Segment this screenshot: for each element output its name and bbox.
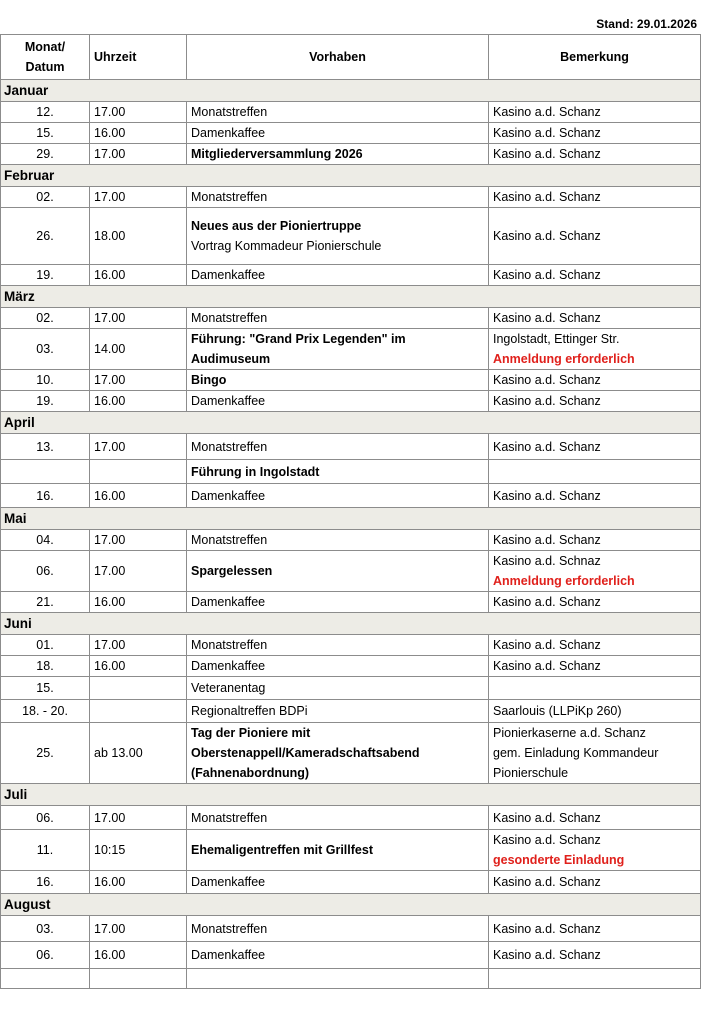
time-cell	[90, 460, 187, 484]
plan-line: Damenkaffee	[191, 595, 266, 609]
table-row	[1, 460, 701, 484]
header-vorhaben: Vorhaben	[187, 35, 489, 80]
note-warning: gesonderte Einladung	[493, 853, 625, 867]
note-cell	[489, 677, 701, 700]
date-cell: 12.	[1, 102, 90, 123]
table-row	[1, 723, 701, 784]
stand-date: Stand: 29.01.2026	[596, 17, 697, 31]
schedule-table	[0, 34, 701, 989]
empty-cell	[489, 969, 701, 989]
header-datum: Monat/ Datum	[1, 35, 90, 80]
month-name: Juli	[1, 784, 701, 806]
note-cell	[489, 871, 701, 894]
plan-line: Monatstreffen	[191, 105, 268, 119]
date-cell: 21.	[1, 592, 90, 613]
note-cell	[489, 329, 701, 370]
note-line: Kasino a.d. Schanz	[493, 533, 601, 547]
date-cell: 02.	[1, 308, 90, 329]
empty-row	[1, 969, 701, 989]
table-row	[1, 144, 701, 165]
date-cell: 06.	[1, 551, 90, 592]
note-cell	[489, 484, 701, 508]
month-name: Januar	[1, 80, 701, 102]
plan-line: Tag der Pioniere mit	[191, 726, 311, 740]
date-cell: 26.	[1, 208, 90, 265]
plan-cell	[187, 484, 489, 508]
note-cell	[489, 656, 701, 677]
plan-line: Mitgliederversammlung 2026	[191, 147, 363, 161]
plan-line: Führung: "Grand Prix Legenden" im	[191, 332, 406, 346]
note-line: Kasino a.d. Schanz	[493, 948, 601, 962]
table-row	[1, 187, 701, 208]
time-cell: 10:15	[90, 830, 187, 871]
date-cell: 19.	[1, 265, 90, 286]
note-line: Kasino a.d. Schanz	[493, 105, 601, 119]
table-row	[1, 434, 701, 460]
plan-line: Audimuseum	[191, 352, 271, 366]
plan-line: Vortrag Kommadeur Pionierschule	[191, 239, 382, 253]
plan-cell	[187, 700, 489, 723]
plan-line: Monatstreffen	[191, 810, 268, 825]
note-line: Kasino a.d. Schanz	[493, 875, 601, 889]
date-cell: 13.	[1, 434, 90, 460]
time-cell: 17.00	[90, 551, 187, 592]
month-name: August	[1, 894, 701, 916]
plan-cell	[187, 677, 489, 700]
empty-cell	[1, 969, 90, 989]
date-cell: 03.	[1, 329, 90, 370]
time-cell: 14.00	[90, 329, 187, 370]
note-line: Kasino a.d. Schanz	[493, 229, 601, 243]
table-row	[1, 551, 701, 592]
plan-line: Monatstreffen	[191, 533, 268, 547]
plan-line: Damenkaffee	[191, 659, 266, 673]
month-row	[1, 894, 701, 916]
time-cell: 17.00	[90, 635, 187, 656]
plan-cell	[187, 434, 489, 460]
month-row	[1, 784, 701, 806]
date-cell: 10.	[1, 370, 90, 391]
time-cell: 16.00	[90, 656, 187, 677]
plan-line: Spargelessen	[191, 564, 273, 578]
table-row	[1, 370, 701, 391]
date-cell: 15.	[1, 677, 90, 700]
time-cell: 17.00	[90, 530, 187, 551]
note-line: Pionierschule	[493, 766, 569, 780]
schedule-body	[1, 80, 701, 989]
plan-line: Monatstreffen	[191, 439, 268, 454]
note-cell	[489, 308, 701, 329]
plan-line: Monatstreffen	[191, 190, 268, 204]
note-cell	[489, 434, 701, 460]
month-name: Juni	[1, 613, 701, 635]
table-row	[1, 635, 701, 656]
table-row	[1, 677, 701, 700]
plan-cell	[187, 551, 489, 592]
time-cell: 17.00	[90, 308, 187, 329]
note-cell	[489, 460, 701, 484]
time-cell: 16.00	[90, 265, 187, 286]
note-line: Ingolstadt, Ettinger Str.	[493, 332, 620, 346]
table-row	[1, 391, 701, 412]
time-cell: 17.00	[90, 370, 187, 391]
note-line: Kasino a.d. Schanz	[493, 394, 601, 408]
date-cell: 11.	[1, 830, 90, 871]
date-cell: 04.	[1, 530, 90, 551]
plan-cell	[187, 656, 489, 677]
table-row	[1, 942, 701, 969]
plan-line: Damenkaffee	[191, 394, 266, 408]
plan-cell	[187, 830, 489, 871]
table-row	[1, 484, 701, 508]
time-cell: 16.00	[90, 942, 187, 969]
plan-line: (Fahnenabordnung)	[191, 766, 310, 780]
date-cell: 01.	[1, 635, 90, 656]
date-cell: 18. - 20.	[1, 700, 90, 723]
note-cell	[489, 265, 701, 286]
plan-line: Neues aus der Pioniertruppe	[191, 219, 362, 233]
note-warning: Anmeldung erforderlich	[493, 574, 635, 588]
time-cell: 16.00	[90, 871, 187, 894]
time-cell: ab 13.00	[90, 723, 187, 784]
plan-cell	[187, 123, 489, 144]
plan-cell	[187, 370, 489, 391]
table-row	[1, 830, 701, 871]
time-cell: 17.00	[90, 916, 187, 942]
plan-line: Damenkaffee	[191, 875, 266, 889]
month-name: April	[1, 412, 701, 434]
note-line: Kasino a.d. Schanz	[493, 147, 601, 161]
time-cell: 16.00	[90, 391, 187, 412]
note-cell	[489, 723, 701, 784]
plan-cell	[187, 592, 489, 613]
plan-line: Damenkaffee	[191, 126, 266, 140]
plan-line: Oberstenappell/Kameradschaftsabend	[191, 746, 420, 760]
note-cell	[489, 700, 701, 723]
table-row	[1, 700, 701, 723]
plan-line: Damenkaffee	[191, 948, 266, 962]
header-bemerkung: Bemerkung	[489, 35, 701, 80]
date-cell: 29.	[1, 144, 90, 165]
plan-cell	[187, 916, 489, 942]
note-line: Kasino a.d. Schanz	[493, 268, 601, 282]
note-line: Pionierkaserne a.d. Schanz	[493, 726, 646, 740]
date-cell: 03.	[1, 916, 90, 942]
empty-cell	[90, 969, 187, 989]
month-row	[1, 80, 701, 102]
plan-cell	[187, 265, 489, 286]
note-line: Kasino a.d. Schanz	[493, 439, 601, 454]
note-cell	[489, 123, 701, 144]
note-cell	[489, 942, 701, 969]
note-cell	[489, 102, 701, 123]
note-line: Kasino a.d. Schanz	[493, 638, 601, 652]
date-cell: 06.	[1, 942, 90, 969]
note-cell	[489, 551, 701, 592]
note-line: Kasino a.d. Schanz	[493, 833, 601, 847]
plan-cell	[187, 871, 489, 894]
plan-line: Damenkaffee	[191, 268, 266, 282]
plan-line: Bingo	[191, 373, 227, 387]
note-cell	[489, 635, 701, 656]
note-line: Kasino a.d. Schanz	[493, 921, 601, 936]
plan-cell	[187, 530, 489, 551]
header-uhrzeit: Uhrzeit	[90, 35, 187, 80]
table-row	[1, 592, 701, 613]
table-row	[1, 530, 701, 551]
plan-cell	[187, 391, 489, 412]
date-cell: 19.	[1, 391, 90, 412]
note-line: gem. Einladung Kommandeur	[493, 746, 659, 760]
note-line: Kasino a.d. Schanz	[493, 810, 601, 825]
time-cell: 16.00	[90, 123, 187, 144]
plan-cell	[187, 102, 489, 123]
date-cell: 02.	[1, 187, 90, 208]
time-cell: 17.00	[90, 434, 187, 460]
plan-cell	[187, 635, 489, 656]
plan-line: Monatstreffen	[191, 921, 268, 936]
note-line: Kasino a.d. Schanz	[493, 126, 601, 140]
plan-line: Ehemaligentreffen mit Grillfest	[191, 843, 373, 857]
date-cell: 18.	[1, 656, 90, 677]
plan-line: Damenkaffee	[191, 488, 266, 503]
month-row	[1, 165, 701, 187]
note-cell	[489, 806, 701, 830]
note-cell	[489, 592, 701, 613]
date-cell: 16.	[1, 871, 90, 894]
plan-line: Veteranentag	[191, 681, 266, 695]
time-cell: 17.00	[90, 187, 187, 208]
plan-line: Führung in Ingolstadt	[191, 464, 320, 479]
table-row	[1, 102, 701, 123]
plan-cell	[187, 723, 489, 784]
month-row	[1, 613, 701, 635]
note-line: Kasino a.d. Schnaz	[493, 554, 601, 568]
plan-cell	[187, 208, 489, 265]
plan-line: Monatstreffen	[191, 311, 268, 325]
plan-cell	[187, 806, 489, 830]
month-row	[1, 412, 701, 434]
plan-cell	[187, 460, 489, 484]
note-line: Kasino a.d. Schanz	[493, 488, 601, 503]
time-cell: 17.00	[90, 144, 187, 165]
table-row	[1, 123, 701, 144]
table-row	[1, 656, 701, 677]
month-name: Mai	[1, 508, 701, 530]
time-cell: 16.00	[90, 484, 187, 508]
month-row	[1, 286, 701, 308]
plan-cell	[187, 187, 489, 208]
note-line: Kasino a.d. Schanz	[493, 595, 601, 609]
table-row	[1, 916, 701, 942]
month-name: Februar	[1, 165, 701, 187]
empty-cell	[187, 969, 489, 989]
time-cell: 16.00	[90, 592, 187, 613]
month-row	[1, 508, 701, 530]
note-cell	[489, 144, 701, 165]
date-cell: 25.	[1, 723, 90, 784]
note-line: Kasino a.d. Schanz	[493, 190, 601, 204]
note-line: Kasino a.d. Schanz	[493, 311, 601, 325]
table-row	[1, 871, 701, 894]
note-line: Kasino a.d. Schanz	[493, 373, 601, 387]
plan-line: Regionaltreffen BDPi	[191, 704, 308, 718]
table-row	[1, 208, 701, 265]
note-cell	[489, 916, 701, 942]
time-cell: 18.00	[90, 208, 187, 265]
note-cell	[489, 830, 701, 871]
time-cell: 17.00	[90, 102, 187, 123]
time-cell: 17.00	[90, 806, 187, 830]
date-cell: 15.	[1, 123, 90, 144]
table-row	[1, 308, 701, 329]
note-cell	[489, 370, 701, 391]
date-cell: 16.	[1, 484, 90, 508]
header-row	[1, 35, 701, 80]
date-cell: 06.	[1, 806, 90, 830]
plan-line: Monatstreffen	[191, 638, 268, 652]
note-line: Kasino a.d. Schanz	[493, 659, 601, 673]
note-line: Saarlouis (LLPiKp 260)	[493, 704, 622, 718]
note-cell	[489, 530, 701, 551]
table-row	[1, 329, 701, 370]
note-warning: Anmeldung erforderlich	[493, 352, 635, 366]
plan-cell	[187, 144, 489, 165]
table-row	[1, 265, 701, 286]
note-cell	[489, 391, 701, 412]
time-cell	[90, 700, 187, 723]
note-cell	[489, 187, 701, 208]
date-cell	[1, 460, 90, 484]
plan-cell	[187, 308, 489, 329]
note-cell	[489, 208, 701, 265]
table-row	[1, 806, 701, 830]
plan-cell	[187, 329, 489, 370]
month-name: März	[1, 286, 701, 308]
plan-cell	[187, 942, 489, 969]
time-cell	[90, 677, 187, 700]
